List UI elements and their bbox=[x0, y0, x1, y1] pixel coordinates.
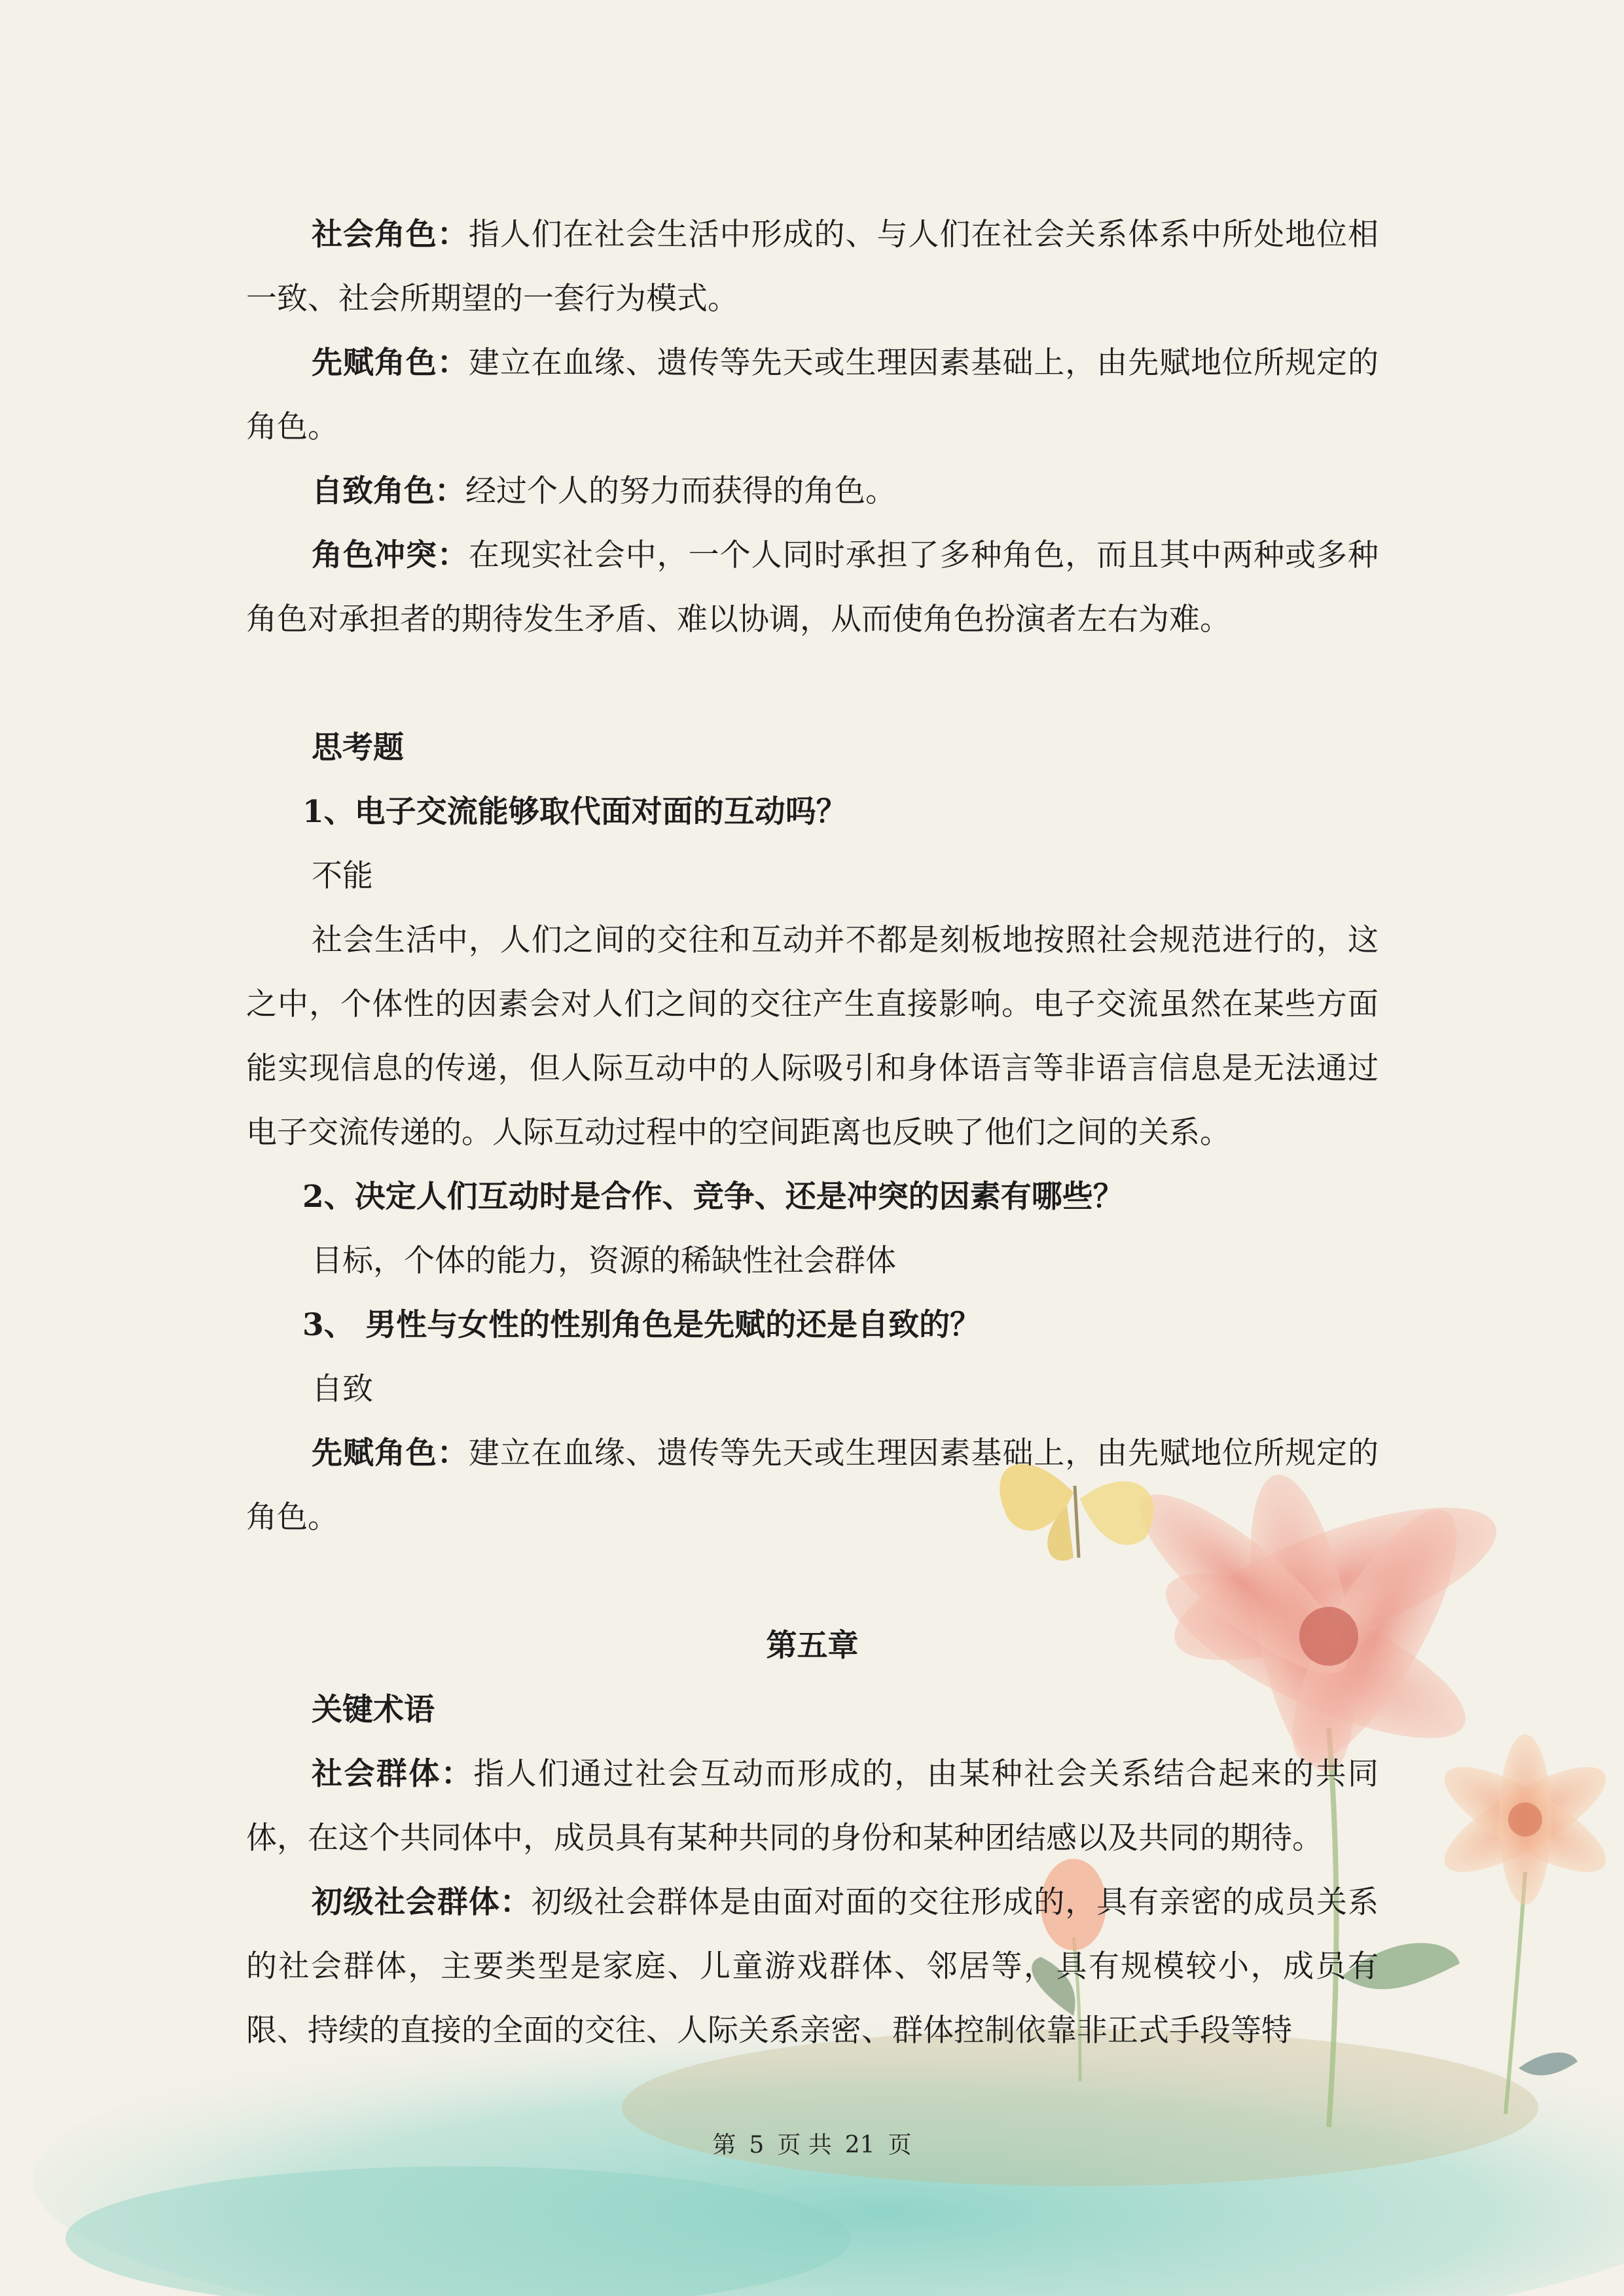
answer: 不能 bbox=[312, 858, 373, 894]
term-paragraph bbox=[246, 1871, 1379, 2063]
answer: 目标，个体的能力，资源的稀缺性社会群体 bbox=[312, 1243, 896, 1279]
term-paragraph bbox=[246, 1742, 1379, 1871]
term-definition: 初级社会群体是由面对面的交往形成的，具有亲密的成员关系的社会群体，主要类型是家庭、儿童游戏群体、邻居等，具有规模较小，成员有限、持续的直接的全面的交往、人际关系亲密、群体控制依靠非正式手段等特 bbox=[246, 1884, 1379, 2049]
page-number: 5 bbox=[749, 2132, 765, 2159]
term-definition: 建立在血缘、遗传等先天或生理因素基础上，由先赋地位所规定的角色。 bbox=[246, 345, 1379, 445]
term-paragraph bbox=[246, 331, 1379, 459]
term-paragraph bbox=[246, 459, 1379, 524]
spacer bbox=[246, 1550, 1379, 1614]
term-definition: 经过个人的努力而获得的角色。 bbox=[465, 473, 896, 509]
page-footer bbox=[0, 2130, 1624, 2161]
question: 1、电子交流能够取代面对面的互动吗？ bbox=[302, 794, 847, 830]
small-flower bbox=[1431, 1734, 1619, 1905]
spacer bbox=[246, 652, 1379, 716]
answer-explanation: 社会生活中，人们之间的交往和互动并不都是刻板地按照社会规范进行的，这之中，个体性的因素会对人们之间的交往产生直接影响。电子交流虽然在某些方面能实现信息的传递，但人际互动中的人际吸引和身体语言等非语言信息是无法通过电子交流传递的。人际互动过程中的空间距离也反映了他们之间的关系。 bbox=[246, 922, 1379, 1151]
footer-suffix: 页 bbox=[888, 2132, 912, 2159]
term-definition: 指人们在社会生活中形成的、与人们在社会关系体系中所处地位相一致、社会所期望的一套行为模式。 bbox=[246, 217, 1379, 317]
document-body bbox=[246, 203, 1379, 2063]
term-paragraph bbox=[246, 1422, 1379, 1550]
question: 2、决定人们互动时是合作、竞争、还是冲突的因素有哪些？ bbox=[302, 1179, 1124, 1215]
term-label: 角色冲突： bbox=[312, 537, 469, 573]
section-heading: 关键术语 bbox=[312, 1692, 435, 1728]
footer-mid: 页 共 bbox=[777, 2132, 832, 2159]
question: 3、 男性与女性的性别角色是先赋的还是自致的？ bbox=[302, 1307, 981, 1343]
footer-prefix: 第 bbox=[712, 2132, 736, 2159]
term-label: 先赋角色： bbox=[312, 345, 469, 381]
term-paragraph bbox=[246, 524, 1379, 652]
term-label: 社会群体： bbox=[312, 1756, 474, 1792]
term-definition: 指人们通过社会互动而形成的，由某种社会关系结合起来的共同体，在这个共同体中，成员具有某种共同的身份和某种团结感以及共同的期待。 bbox=[246, 1756, 1379, 1856]
term-label: 先赋角色： bbox=[312, 1435, 469, 1471]
section-heading: 思考题 bbox=[312, 730, 404, 766]
term-paragraph bbox=[246, 203, 1379, 331]
term-definition: 在现实社会中，一个人同时承担了多种角色，而且其中两种或多种角色对承担者的期待发生矛盾、难以协调，从而使角色扮演者左右为难。 bbox=[246, 537, 1379, 637]
chapter-title: 第五章 bbox=[766, 1628, 859, 1664]
term-definition: 建立在血缘、遗传等先天或生理因素基础上，由先赋地位所规定的角色。 bbox=[246, 1435, 1379, 1535]
term-label: 初级社会群体： bbox=[312, 1884, 532, 1920]
answer: 自致 bbox=[312, 1371, 373, 1407]
total-pages: 21 bbox=[844, 2132, 875, 2159]
term-label: 自致角色： bbox=[312, 473, 465, 509]
term-label: 社会角色： bbox=[312, 217, 469, 253]
